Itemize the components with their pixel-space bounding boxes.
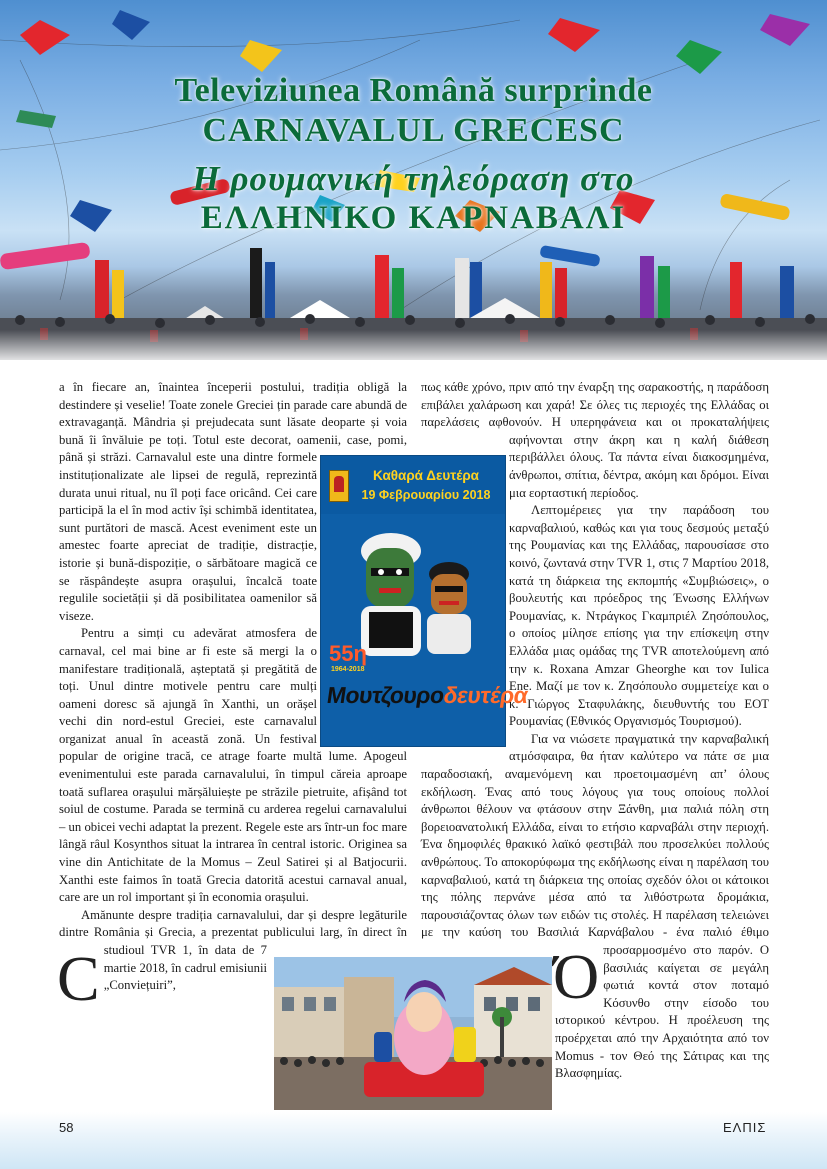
poster-title: Μουτζουροδευτέρα — [325, 682, 530, 708]
poster-line1: Καθαρά Δευτέρα — [373, 468, 479, 483]
greek-paragraph-2: Λεπτομέρειες για την παράδοση του καρναβαλιού, καθώς και για τους δεσμούς μεταξύ της Ρουμανίας και της Ελλάδας, παρουσίασε στο κοινό, ζωντανά στην TVR 1, στις 7 Μαρτίου 2018, κατά τη διάρκεια της εκπομπής «Συμβιώσεις», ο βουλευτής και πρόεδρος της Ένωσης Ελλήνων Ρουμανίας, κ. Ντράγκος Γκαμπριέλ Ζησόπουλος, ο οποίος μίλησε επίσης για την επίσκεψη στην Ελλάδα μιας ομάδας της TVR αποτελούμενη από την κ. Roxana Amzar Gheorghe και τον Iulica Ene. Μαζί με τον κ. Ζησόπουλο συμμετείχε και ο κ. Γιώργος Σταφυλάκης, διευθυντής του ΕΟΤ Ρουμανίας (Εθνικός Οργανισμός Τουρισμού). — [509, 503, 769, 729]
title-romanian-line2: CARNAVALUL GRECESC — [202, 112, 625, 149]
footer-gradient — [0, 1112, 827, 1169]
title-greek-line2: ΕΛΛΗΝΙΚΟ ΚΑΡΝΑΒΑΛΙ — [200, 200, 627, 236]
poster-edition-number: 55η — [329, 641, 367, 666]
poster-line2: 19 Φεβρουαρίου 2018 — [361, 488, 491, 502]
title-romanian-line1: Televiziunea Română surprinde — [174, 72, 653, 109]
dropcap-o: Ό — [553, 941, 600, 1012]
greek-paragraph-1: Ό πως κάθε χρόνο, πριν από την έναρξη της σαρακοστής, η παράδοση επιβάλει χαλάρωση και χαρά! Σε όλες τις περιοχές της Ελλάδας οι παρελάσεις αφθονούν. Η υπερηφάνεια και οι προκαταλήψεις αφήνονται στην άκρη και η καλή διάθεση περιβάλλει όλους. Τα πάντα είναι διακοσμημένα, άνθρωποι, σπίτια, δέντρα, ακόμη και δρόμοι. Είναι μια εορταστική περίοδος. — [421, 380, 769, 1012]
page-number: 58 — [59, 1120, 74, 1135]
parade-photo — [274, 957, 552, 1110]
magazine-name: ΕΛΠΙΣ — [723, 1120, 767, 1135]
greek-paragraph-3: Για να νιώσετε πραγματικά την καρναβαλική ατμόσφαιρα, θα ήταν καλύτερο να πάτε σε μια παραδοσιακή, αναμενόμενη και προετοιμασμένη απ’ όλους εκδήλωση. Ένας από τους λόγους για τους οποίους πολλοί άνθρωποι θέλουν να φτάσουν στην Ξάνθη, μια παλιά πόλη στη βορειοανατολική Ελλάδα, είναι το ετήσιο καρναβάλι στην περιοχή. Ένα δημοφιλές θρακικό λαϊκό φεστιβάλ που προσελκύει πολλούς ανθρώπους. Το αποκορύφωμα της εκδήλωσης είναι η παρέλαση του καρναβαλιού, κατά τη διάρκεια της οποίας σχεδόν όλοι οι κάτοικοι της πόλης περνάνε μέσα από τα λιθόστρωτα δρομάκια, παρουσιάζοντας όλων των ειδών τις στολές. Η παρέλαση τελειώνει με την καύση του Βασιλιά Καρνάβαλου - ένα παλιό έθιμο προσαρμοσμένο στο παρόν. Ο βασιλιάς καίγεται σε μεγάλη φωτιά κοντά στον ποταμό Κόσυνθο στην είσοδο του ιστορικού κέντρου. Η προέλευση της προέρχεται από την Αρχαιότητα από τον Momus - τον Θεό της Σάτιρας και της Βλασφημίας. — [421, 731, 769, 1081]
article-title — [0, 66, 827, 235]
title-greek-line1: Η ρουμανική τηλεόραση στο — [192, 159, 635, 198]
carnival-parade-illustration — [274, 957, 552, 1110]
dropcap-c: C — [57, 943, 100, 1014]
romanian-paragraph-3: Amănunte despre tradiția carnavalului, dar și despre legăturile dintre România și Grecia, a prezentat publicului larg, în direct în studioul TVR 1, în data de 7 martie 2018, în cadrul emisiunii „Conviețuiri”, — [59, 907, 407, 993]
romanian-paragraph-1: C a în fiecare an, înaintea începerii postului, tradiția obligă la destindere și veselie! Toate zonele Greciei țin parade care abundă de extravaganță. Mândria și prejudecata sunt lăsate deoparte și voia bună îi învăluie pe toți. Totul este decorat, oamenii, case, pomi, până și străzi. Carnavalul este una dintre formele instituționalizate ale lipsei de regulă, reprezintă durata unui ritual, nu îl poți face oricând. Cei care participă la el în mod activ își schimbă identitatea, sunt purtători de mască. Acest eveniment este un amestec foarte apreciat de tradiție, distracție, istorie și bună-dispoziție, o sărbătoare magică ce se răspândește asupra orașului, încalcă toate regulile societății și dă posibilitatea oamenilor să viseze. — [57, 380, 407, 1014]
poster-years: 1964-2018 — [331, 666, 365, 673]
romanian-paragraph-2: Pentru a simți cu adevărat atmosfera de carnaval, cel mai bine ar fi este să mergi la o manifestare tradițională, așteptată și pregătită de toți. Unul dintre motivele pentru care mulți oameni doresc să ajungă în Xanthi, un orășel vechi din nord-estul Greciei, este carnavalul organizat anual în această zonă. Un festival popular de origine tracă, ce atrage foarte multă lume. Apogeul evenimentului este parada carnavalului, în timpul căreia aproape toată suflarea orașului mărșăluiește pe străzile pietruite, afișând tot soiul de costume. Parada se termină cu arderea regelui carnavalului – un obicei vechi adaptat la prezent. Regele este ars într-un foc mare lângă râul Kosynthos situat la intrarea în central istoric. Originea sa vine din Antichitate de la Momus – Zeul Satirei și al Batjocurii. Xanthi este faimos în toată Grecia datorită acestui carnaval anual, care are un rol important și în economia orașului. — [59, 626, 407, 905]
